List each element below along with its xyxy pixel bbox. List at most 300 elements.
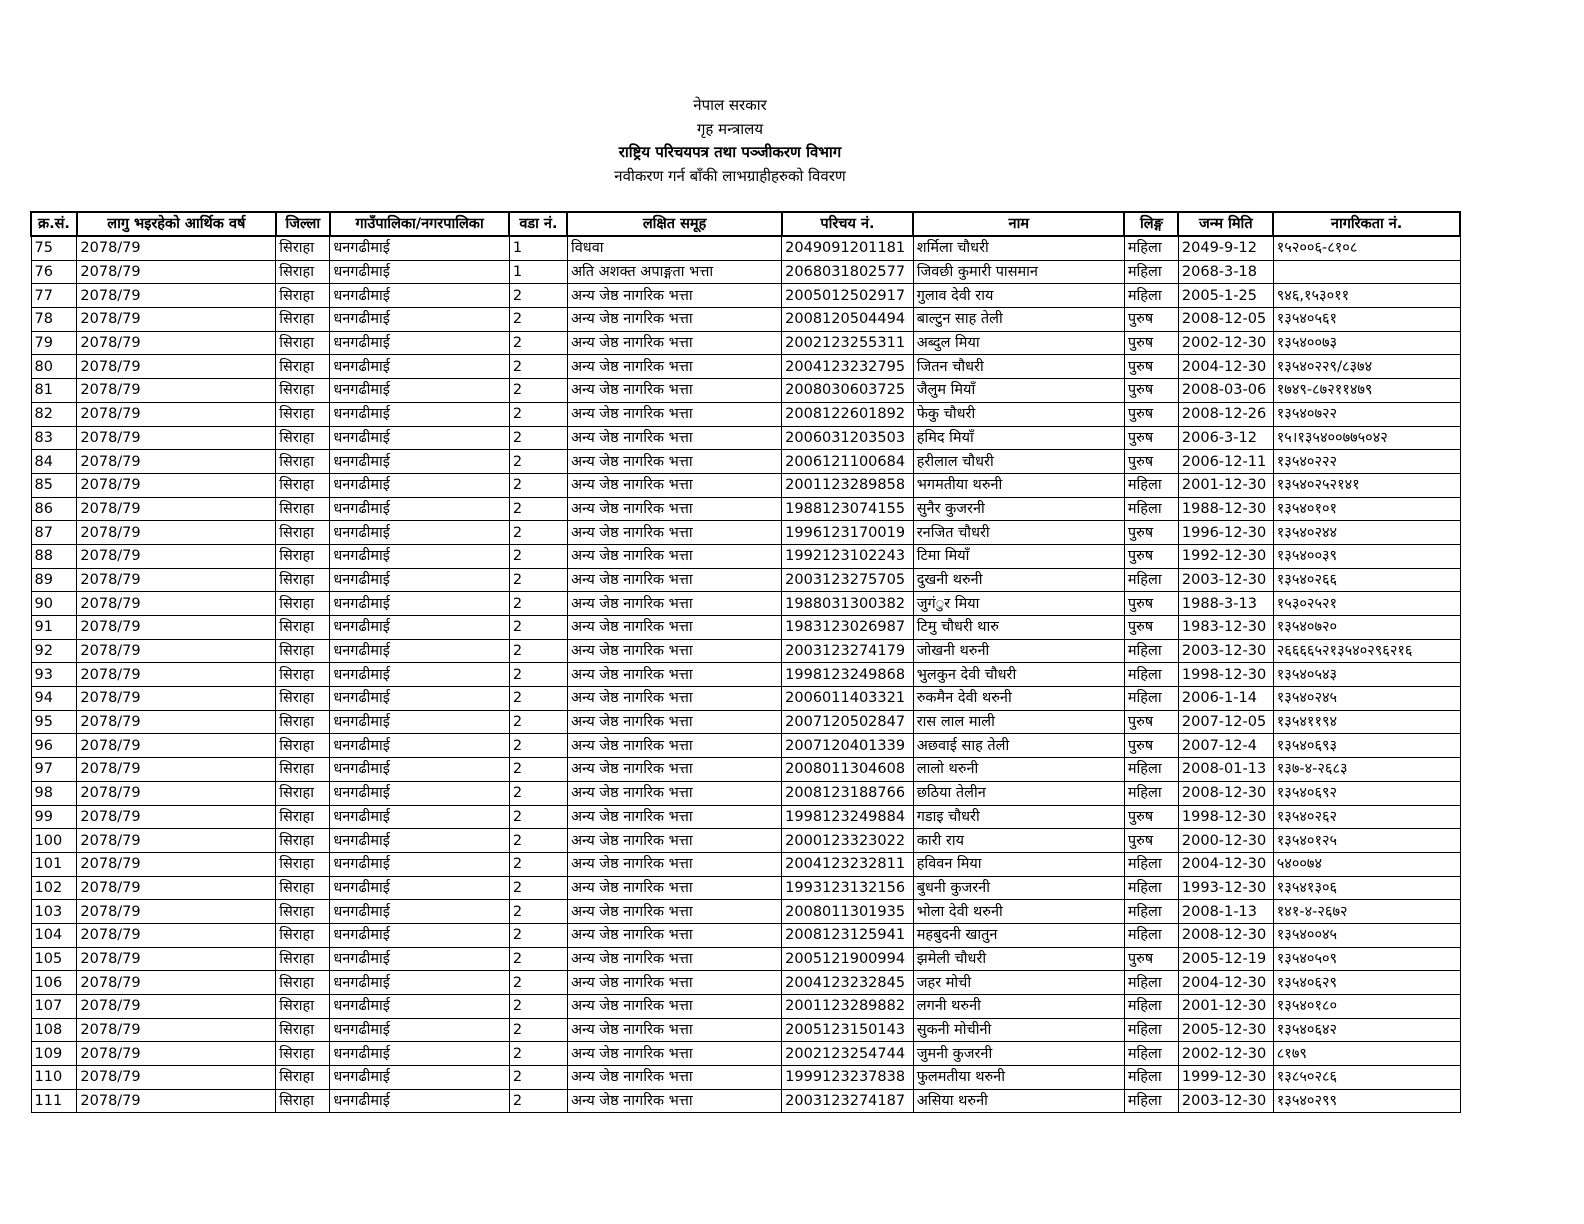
cell-serial-no: 110 — [31, 1066, 77, 1090]
cell-id-no: 2001123289882 — [782, 995, 914, 1019]
cell-district: सिराहा — [276, 876, 330, 900]
cell-id-no: 2003123274187 — [782, 1089, 914, 1113]
cell-birth-date: 1983-12-30 — [1178, 616, 1273, 640]
cell-ward-no: 2 — [509, 852, 567, 876]
cell-target-group: अन्य जेष्ठ नागरिक भत्ता — [567, 592, 781, 616]
cell-municipality: धनगढीमाई — [330, 995, 510, 1019]
table-row — [31, 876, 1460, 900]
cell-citizenship-no: १३५४०६२९ — [1273, 971, 1460, 995]
table-row — [31, 1018, 1460, 1042]
cell-fiscal-year: 2078/79 — [77, 521, 276, 545]
cell-target-group: अन्य जेष्ठ नागरिक भत्ता — [567, 308, 781, 332]
cell-id-no: 1988031300382 — [782, 592, 914, 616]
table-row — [31, 544, 1460, 568]
cell-name: गडाइ चौधरी — [913, 805, 1124, 829]
cell-citizenship-no: १३५४०२४४ — [1273, 521, 1460, 545]
cell-gender: पुरुष — [1124, 450, 1178, 474]
cell-name: अब्दुल मिया — [913, 331, 1124, 355]
cell-id-no: 1992123102243 — [782, 544, 914, 568]
table-row — [31, 1042, 1460, 1066]
cell-municipality: धनगढीमाई — [330, 923, 510, 947]
cell-citizenship-no: १३५४०२९९ — [1273, 1089, 1460, 1113]
cell-district: सिराहा — [276, 734, 330, 758]
cell-id-no: 1988123074155 — [782, 497, 914, 521]
cell-fiscal-year: 2078/79 — [77, 450, 276, 474]
cell-birth-date: 2068-3-18 — [1178, 260, 1273, 284]
cell-id-no: 2000123323022 — [782, 829, 914, 853]
cell-municipality: धनगढीमाई — [330, 971, 510, 995]
cell-district: सिराहा — [276, 426, 330, 450]
cell-name: हमिद मियाँ — [913, 426, 1124, 450]
cell-district: सिराहा — [276, 1089, 330, 1113]
cell-fiscal-year: 2078/79 — [77, 331, 276, 355]
cell-gender: पुरुष — [1124, 734, 1178, 758]
cell-municipality: धनगढीमाई — [330, 402, 510, 426]
cell-target-group: अन्य जेष्ठ नागरिक भत्ता — [567, 1018, 781, 1042]
cell-fiscal-year: 2078/79 — [77, 829, 276, 853]
cell-fiscal-year: 2078/79 — [77, 1089, 276, 1113]
cell-fiscal-year: 2078/79 — [77, 236, 276, 260]
cell-fiscal-year: 2078/79 — [77, 402, 276, 426]
cell-serial-no: 92 — [31, 639, 77, 663]
cell-birth-date: 2007-12-05 — [1178, 710, 1273, 734]
cell-citizenship-no: १३५४०१२५ — [1273, 829, 1460, 853]
cell-municipality: धनगढीमाई — [330, 497, 510, 521]
cell-district: सिराहा — [276, 402, 330, 426]
cell-fiscal-year: 2078/79 — [77, 781, 276, 805]
cell-fiscal-year: 2078/79 — [77, 1018, 276, 1042]
column-header-name: नाम — [913, 212, 1124, 236]
cell-birth-date: 2008-12-30 — [1178, 923, 1273, 947]
cell-district: सिराहा — [276, 616, 330, 640]
cell-name: सुकनी मोचीनी — [913, 1018, 1124, 1042]
cell-serial-no: 80 — [31, 355, 77, 379]
cell-name: कारी राय — [913, 829, 1124, 853]
cell-serial-no: 111 — [31, 1089, 77, 1113]
table-row — [31, 402, 1460, 426]
cell-ward-no: 2 — [509, 1089, 567, 1113]
cell-gender: महिला — [1124, 876, 1178, 900]
cell-fiscal-year: 2078/79 — [77, 923, 276, 947]
cell-name: रुकमैन देवी थरुनी — [913, 687, 1124, 711]
cell-id-no: 1993123132156 — [782, 876, 914, 900]
cell-birth-date: 2003-12-30 — [1178, 568, 1273, 592]
column-header-fiscal-year: लागु भइरहेको आर्थिक वर्ष — [77, 212, 276, 236]
cell-citizenship-no: १३५४०२२९/८३७४ — [1273, 355, 1460, 379]
cell-municipality: धनगढीमाई — [330, 687, 510, 711]
table-row — [31, 1066, 1460, 1090]
cell-citizenship-no: २६६६६५२१३५४०२९६२१६ — [1273, 639, 1460, 663]
cell-target-group: अन्य जेष्ठ नागरिक भत्ता — [567, 995, 781, 1019]
cell-birth-date: 2008-12-05 — [1178, 308, 1273, 332]
cell-ward-no: 2 — [509, 616, 567, 640]
cell-target-group: अन्य जेष्ठ नागरिक भत्ता — [567, 687, 781, 711]
cell-gender: पुरुष — [1124, 426, 1178, 450]
cell-name: फेकु चौधरी — [913, 402, 1124, 426]
cell-target-group: अन्य जेष्ठ नागरिक भत्ता — [567, 331, 781, 355]
cell-municipality: धनगढीमाई — [330, 236, 510, 260]
cell-name: हरीलाल चौधरी — [913, 450, 1124, 474]
cell-serial-no: 90 — [31, 592, 77, 616]
cell-municipality: धनगढीमाई — [330, 639, 510, 663]
cell-citizenship-no: १३५४०२४५ — [1273, 687, 1460, 711]
cell-serial-no: 89 — [31, 568, 77, 592]
cell-ward-no: 2 — [509, 473, 567, 497]
cell-serial-no: 106 — [31, 971, 77, 995]
cell-gender: महिला — [1124, 1089, 1178, 1113]
cell-target-group: अन्य जेष्ठ नागरिक भत्ता — [567, 947, 781, 971]
cell-district: सिराहा — [276, 284, 330, 308]
cell-citizenship-no: १७४९-८७२११४७९ — [1273, 379, 1460, 403]
cell-fiscal-year: 2078/79 — [77, 734, 276, 758]
cell-fiscal-year: 2078/79 — [77, 355, 276, 379]
cell-serial-no: 88 — [31, 544, 77, 568]
cell-ward-no: 2 — [509, 544, 567, 568]
cell-id-no: 2008030603725 — [782, 379, 914, 403]
header-department: राष्ट्रिय परिचयपत्र तथा पञ्जीकरण विभाग — [618, 143, 842, 161]
table-row — [31, 426, 1460, 450]
cell-ward-no: 2 — [509, 379, 567, 403]
cell-district: सिराहा — [276, 663, 330, 687]
cell-fiscal-year: 2078/79 — [77, 639, 276, 663]
cell-serial-no: 99 — [31, 805, 77, 829]
cell-serial-no: 108 — [31, 1018, 77, 1042]
cell-serial-no: 104 — [31, 923, 77, 947]
cell-gender: महिला — [1124, 260, 1178, 284]
cell-ward-no: 1 — [509, 236, 567, 260]
cell-fiscal-year: 2078/79 — [77, 1042, 276, 1066]
cell-target-group: अन्य जेष्ठ नागरिक भत्ता — [567, 923, 781, 947]
cell-id-no: 2008123125941 — [782, 923, 914, 947]
cell-citizenship-no: १३५४०५०९ — [1273, 947, 1460, 971]
cell-ward-no: 2 — [509, 568, 567, 592]
cell-target-group: अन्य जेष्ठ नागरिक भत्ता — [567, 900, 781, 924]
cell-district: सिराहा — [276, 450, 330, 474]
cell-municipality: धनगढीमाई — [330, 900, 510, 924]
cell-name: टिमा मियाँ — [913, 544, 1124, 568]
table-row — [31, 473, 1460, 497]
cell-id-no: 1983123026987 — [782, 616, 914, 640]
cell-fiscal-year: 2078/79 — [77, 687, 276, 711]
cell-fiscal-year: 2078/79 — [77, 592, 276, 616]
cell-target-group: अन्य जेष्ठ नागरिक भत्ता — [567, 734, 781, 758]
cell-id-no: 2002123255311 — [782, 331, 914, 355]
cell-serial-no: 91 — [31, 616, 77, 640]
cell-name: टिमु चौधरी थारु — [913, 616, 1124, 640]
column-header-serial-no: क्र.सं. — [31, 212, 77, 236]
cell-municipality: धनगढीमाई — [330, 355, 510, 379]
cell-gender: महिला — [1124, 284, 1178, 308]
cell-name: लालो थरुनी — [913, 758, 1124, 782]
cell-district: सिराहा — [276, 568, 330, 592]
cell-gender: महिला — [1124, 900, 1178, 924]
cell-municipality: धनगढीमाई — [330, 947, 510, 971]
table-row — [31, 663, 1460, 687]
cell-target-group: अन्य जेष्ठ नागरिक भत्ता — [567, 639, 781, 663]
cell-birth-date: 2005-1-25 — [1178, 284, 1273, 308]
cell-district: सिराहा — [276, 805, 330, 829]
cell-gender: पुरुष — [1124, 331, 1178, 355]
cell-birth-date: 1992-12-30 — [1178, 544, 1273, 568]
cell-ward-no: 2 — [509, 308, 567, 332]
cell-id-no: 2008122601892 — [782, 402, 914, 426]
table-row — [31, 900, 1460, 924]
column-header-birth-date: जन्म मिति — [1178, 212, 1273, 236]
cell-fiscal-year: 2078/79 — [77, 758, 276, 782]
cell-ward-no: 2 — [509, 402, 567, 426]
cell-district: सिराहा — [276, 687, 330, 711]
cell-id-no: 2008123188766 — [782, 781, 914, 805]
cell-birth-date: 2005-12-19 — [1178, 947, 1273, 971]
cell-fiscal-year: 2078/79 — [77, 308, 276, 332]
cell-name: बाल्टुन साह तेली — [913, 308, 1124, 332]
cell-serial-no: 77 — [31, 284, 77, 308]
cell-target-group: अन्य जेष्ठ नागरिक भत्ता — [567, 544, 781, 568]
cell-citizenship-no: १३५४०१०१ — [1273, 497, 1460, 521]
cell-serial-no: 102 — [31, 876, 77, 900]
cell-serial-no: 83 — [31, 426, 77, 450]
cell-id-no: 2004123232795 — [782, 355, 914, 379]
cell-ward-no: 2 — [509, 355, 567, 379]
table-row — [31, 852, 1460, 876]
cell-id-no: 2008011304608 — [782, 758, 914, 782]
cell-serial-no: 76 — [31, 260, 77, 284]
cell-ward-no: 2 — [509, 947, 567, 971]
column-header-ward-no: वडा नं. — [509, 212, 567, 236]
cell-municipality: धनगढीमाई — [330, 544, 510, 568]
header-government: नेपाल सरकार — [693, 96, 767, 114]
cell-birth-date: 2000-12-30 — [1178, 829, 1273, 853]
cell-serial-no: 97 — [31, 758, 77, 782]
cell-citizenship-no: १३५४००४५ — [1273, 923, 1460, 947]
cell-fiscal-year: 2078/79 — [77, 616, 276, 640]
cell-name: रास लाल माली — [913, 710, 1124, 734]
cell-name: भुलकुन देवी चौधरी — [913, 663, 1124, 687]
cell-birth-date: 2007-12-4 — [1178, 734, 1273, 758]
cell-serial-no: 107 — [31, 995, 77, 1019]
cell-name: जैलुम मियाँ — [913, 379, 1124, 403]
cell-fiscal-year: 2078/79 — [77, 971, 276, 995]
cell-district: सिराहा — [276, 1066, 330, 1090]
document-header — [0, 94, 1460, 188]
cell-fiscal-year: 2078/79 — [77, 663, 276, 687]
cell-gender: महिला — [1124, 923, 1178, 947]
cell-id-no: 2008120504494 — [782, 308, 914, 332]
cell-birth-date: 2006-12-11 — [1178, 450, 1273, 474]
cell-name: जिवछी कुमारी पासमान — [913, 260, 1124, 284]
cell-ward-no: 2 — [509, 1066, 567, 1090]
cell-name: बुधनी कुजरनी — [913, 876, 1124, 900]
cell-citizenship-no: १३५४०६९३ — [1273, 734, 1460, 758]
cell-municipality: धनगढीमाई — [330, 450, 510, 474]
cell-ward-no: 2 — [509, 592, 567, 616]
cell-district: सिराहा — [276, 1042, 330, 1066]
cell-birth-date: 2001-12-30 — [1178, 995, 1273, 1019]
cell-fiscal-year: 2078/79 — [77, 473, 276, 497]
cell-district: सिराहा — [276, 900, 330, 924]
cell-id-no: 2004123232845 — [782, 971, 914, 995]
cell-gender: महिला — [1124, 687, 1178, 711]
cell-municipality: धनगढीमाई — [330, 379, 510, 403]
cell-serial-no: 101 — [31, 852, 77, 876]
cell-gender: महिला — [1124, 971, 1178, 995]
cell-citizenship-no: १३५४११९४ — [1273, 710, 1460, 734]
column-header-municipality: गाउँपालिका/नगरपालिका — [330, 212, 510, 236]
cell-id-no: 2006031203503 — [782, 426, 914, 450]
table-row — [31, 687, 1460, 711]
table-row — [31, 734, 1460, 758]
cell-serial-no: 78 — [31, 308, 77, 332]
cell-municipality: धनगढीमाई — [330, 1066, 510, 1090]
cell-citizenship-no: १३५४०५४३ — [1273, 663, 1460, 687]
cell-birth-date: 2008-03-06 — [1178, 379, 1273, 403]
cell-birth-date: 2002-12-30 — [1178, 331, 1273, 355]
cell-citizenship-no: १३५४००३९ — [1273, 544, 1460, 568]
cell-serial-no: 100 — [31, 829, 77, 853]
cell-target-group: अन्य जेष्ठ नागरिक भत्ता — [567, 568, 781, 592]
cell-id-no: 2068031802577 — [782, 260, 914, 284]
cell-citizenship-no: १५।१३५४००७७५०४२ — [1273, 426, 1460, 450]
cell-target-group: अति अशक्त अपाङ्गता भत्ता — [567, 260, 781, 284]
cell-name: झमेली चौधरी — [913, 947, 1124, 971]
cell-gender: महिला — [1124, 639, 1178, 663]
cell-id-no: 2005121900994 — [782, 947, 914, 971]
table-row — [31, 639, 1460, 663]
cell-id-no: 2001123289858 — [782, 473, 914, 497]
table-row — [31, 450, 1460, 474]
cell-target-group: अन्य जेष्ठ नागरिक भत्ता — [567, 426, 781, 450]
cell-id-no: 2003123275705 — [782, 568, 914, 592]
cell-district: सिराहा — [276, 592, 330, 616]
cell-gender: महिला — [1124, 497, 1178, 521]
cell-ward-no: 2 — [509, 497, 567, 521]
cell-ward-no: 2 — [509, 521, 567, 545]
cell-target-group: अन्य जेष्ठ नागरिक भत्ता — [567, 450, 781, 474]
cell-birth-date: 2008-12-26 — [1178, 402, 1273, 426]
cell-birth-date: 1988-12-30 — [1178, 497, 1273, 521]
cell-citizenship-no: १३८५०२८६ — [1273, 1066, 1460, 1090]
cell-serial-no: 87 — [31, 521, 77, 545]
cell-serial-no: 82 — [31, 402, 77, 426]
cell-citizenship-no: १३५४०६४२ — [1273, 1018, 1460, 1042]
cell-gender: महिला — [1124, 781, 1178, 805]
header-report-title: नवीकरण गर्न बाँकी लाभग्राहीहरुको विवरण — [614, 166, 846, 185]
cell-ward-no: 2 — [509, 639, 567, 663]
cell-citizenship-no: १३५४१३०६ — [1273, 876, 1460, 900]
cell-district: सिराहा — [276, 308, 330, 332]
cell-serial-no: 81 — [31, 379, 77, 403]
cell-fiscal-year: 2078/79 — [77, 995, 276, 1019]
table-row — [31, 616, 1460, 640]
cell-ward-no: 2 — [509, 971, 567, 995]
cell-name: गुलाव देवी राय — [913, 284, 1124, 308]
cell-district: सिराहा — [276, 710, 330, 734]
cell-fiscal-year: 2078/79 — [77, 1066, 276, 1090]
cell-serial-no: 109 — [31, 1042, 77, 1066]
cell-name: जहर मोची — [913, 971, 1124, 995]
cell-name: शर्मिला चौधरी — [913, 236, 1124, 260]
table-row — [31, 805, 1460, 829]
cell-fiscal-year: 2078/79 — [77, 497, 276, 521]
cell-name: महबुदनी खातुन — [913, 923, 1124, 947]
cell-target-group: अन्य जेष्ठ नागरिक भत्ता — [567, 1042, 781, 1066]
cell-target-group: अन्य जेष्ठ नागरिक भत्ता — [567, 1066, 781, 1090]
cell-district: सिराहा — [276, 829, 330, 853]
cell-id-no: 2007120401339 — [782, 734, 914, 758]
cell-serial-no: 95 — [31, 710, 77, 734]
cell-ward-no: 2 — [509, 781, 567, 805]
cell-target-group: अन्य जेष्ठ नागरिक भत्ता — [567, 663, 781, 687]
cell-municipality: धनगढीमाई — [330, 592, 510, 616]
cell-serial-no: 94 — [31, 687, 77, 711]
table-row — [31, 284, 1460, 308]
cell-gender: पुरुष — [1124, 947, 1178, 971]
beneficiary-table — [30, 211, 1461, 1113]
cell-gender: पुरुष — [1124, 402, 1178, 426]
cell-gender: पुरुष — [1124, 521, 1178, 545]
cell-birth-date: 1993-12-30 — [1178, 876, 1273, 900]
cell-ward-no: 2 — [509, 1042, 567, 1066]
cell-target-group: अन्य जेष्ठ नागरिक भत्ता — [567, 355, 781, 379]
cell-ward-no: 2 — [509, 734, 567, 758]
cell-target-group: अन्य जेष्ठ नागरिक भत्ता — [567, 616, 781, 640]
cell-gender: पुरुष — [1124, 805, 1178, 829]
cell-name: जुगंुर मिया — [913, 592, 1124, 616]
cell-municipality: धनगढीमाई — [330, 781, 510, 805]
cell-district: सिराहा — [276, 923, 330, 947]
cell-ward-no: 2 — [509, 900, 567, 924]
table-row — [31, 260, 1460, 284]
cell-municipality: धनगढीमाई — [330, 1018, 510, 1042]
cell-id-no: 2005123150143 — [782, 1018, 914, 1042]
cell-fiscal-year: 2078/79 — [77, 852, 276, 876]
cell-name: जितन चौधरी — [913, 355, 1124, 379]
table-row — [31, 308, 1460, 332]
cell-target-group: अन्य जेष्ठ नागरिक भत्ता — [567, 284, 781, 308]
cell-serial-no: 98 — [31, 781, 77, 805]
cell-municipality: धनगढीमाई — [330, 331, 510, 355]
cell-municipality: धनगढीमाई — [330, 758, 510, 782]
cell-fiscal-year: 2078/79 — [77, 876, 276, 900]
cell-name: अछवाई साह तेली — [913, 734, 1124, 758]
cell-citizenship-no: ९४६,१५३०११ — [1273, 284, 1460, 308]
table-row — [31, 379, 1460, 403]
cell-birth-date: 2003-12-30 — [1178, 1089, 1273, 1113]
cell-ward-no: 2 — [509, 710, 567, 734]
cell-gender: पुरुष — [1124, 379, 1178, 403]
cell-ward-no: 2 — [509, 426, 567, 450]
cell-target-group: अन्य जेष्ठ नागरिक भत्ता — [567, 473, 781, 497]
cell-serial-no: 105 — [31, 947, 77, 971]
cell-birth-date: 2004-12-30 — [1178, 852, 1273, 876]
table-row — [31, 521, 1460, 545]
cell-gender: महिला — [1124, 473, 1178, 497]
cell-ward-no: 1 — [509, 260, 567, 284]
table-row — [31, 829, 1460, 853]
cell-citizenship-no: १५३०२५२१ — [1273, 592, 1460, 616]
cell-serial-no: 93 — [31, 663, 77, 687]
cell-municipality: धनगढीमाई — [330, 805, 510, 829]
cell-name: रनजित चाैधरी — [913, 521, 1124, 545]
cell-district: सिराहा — [276, 758, 330, 782]
cell-name: हविवन मिया — [913, 852, 1124, 876]
cell-gender: महिला — [1124, 852, 1178, 876]
cell-id-no: 1996123170019 — [782, 521, 914, 545]
cell-gender: महिला — [1124, 1018, 1178, 1042]
cell-name: सुनैर कुजरनी — [913, 497, 1124, 521]
cell-name: दुखनी थरुनी — [913, 568, 1124, 592]
cell-district: सिराहा — [276, 1018, 330, 1042]
